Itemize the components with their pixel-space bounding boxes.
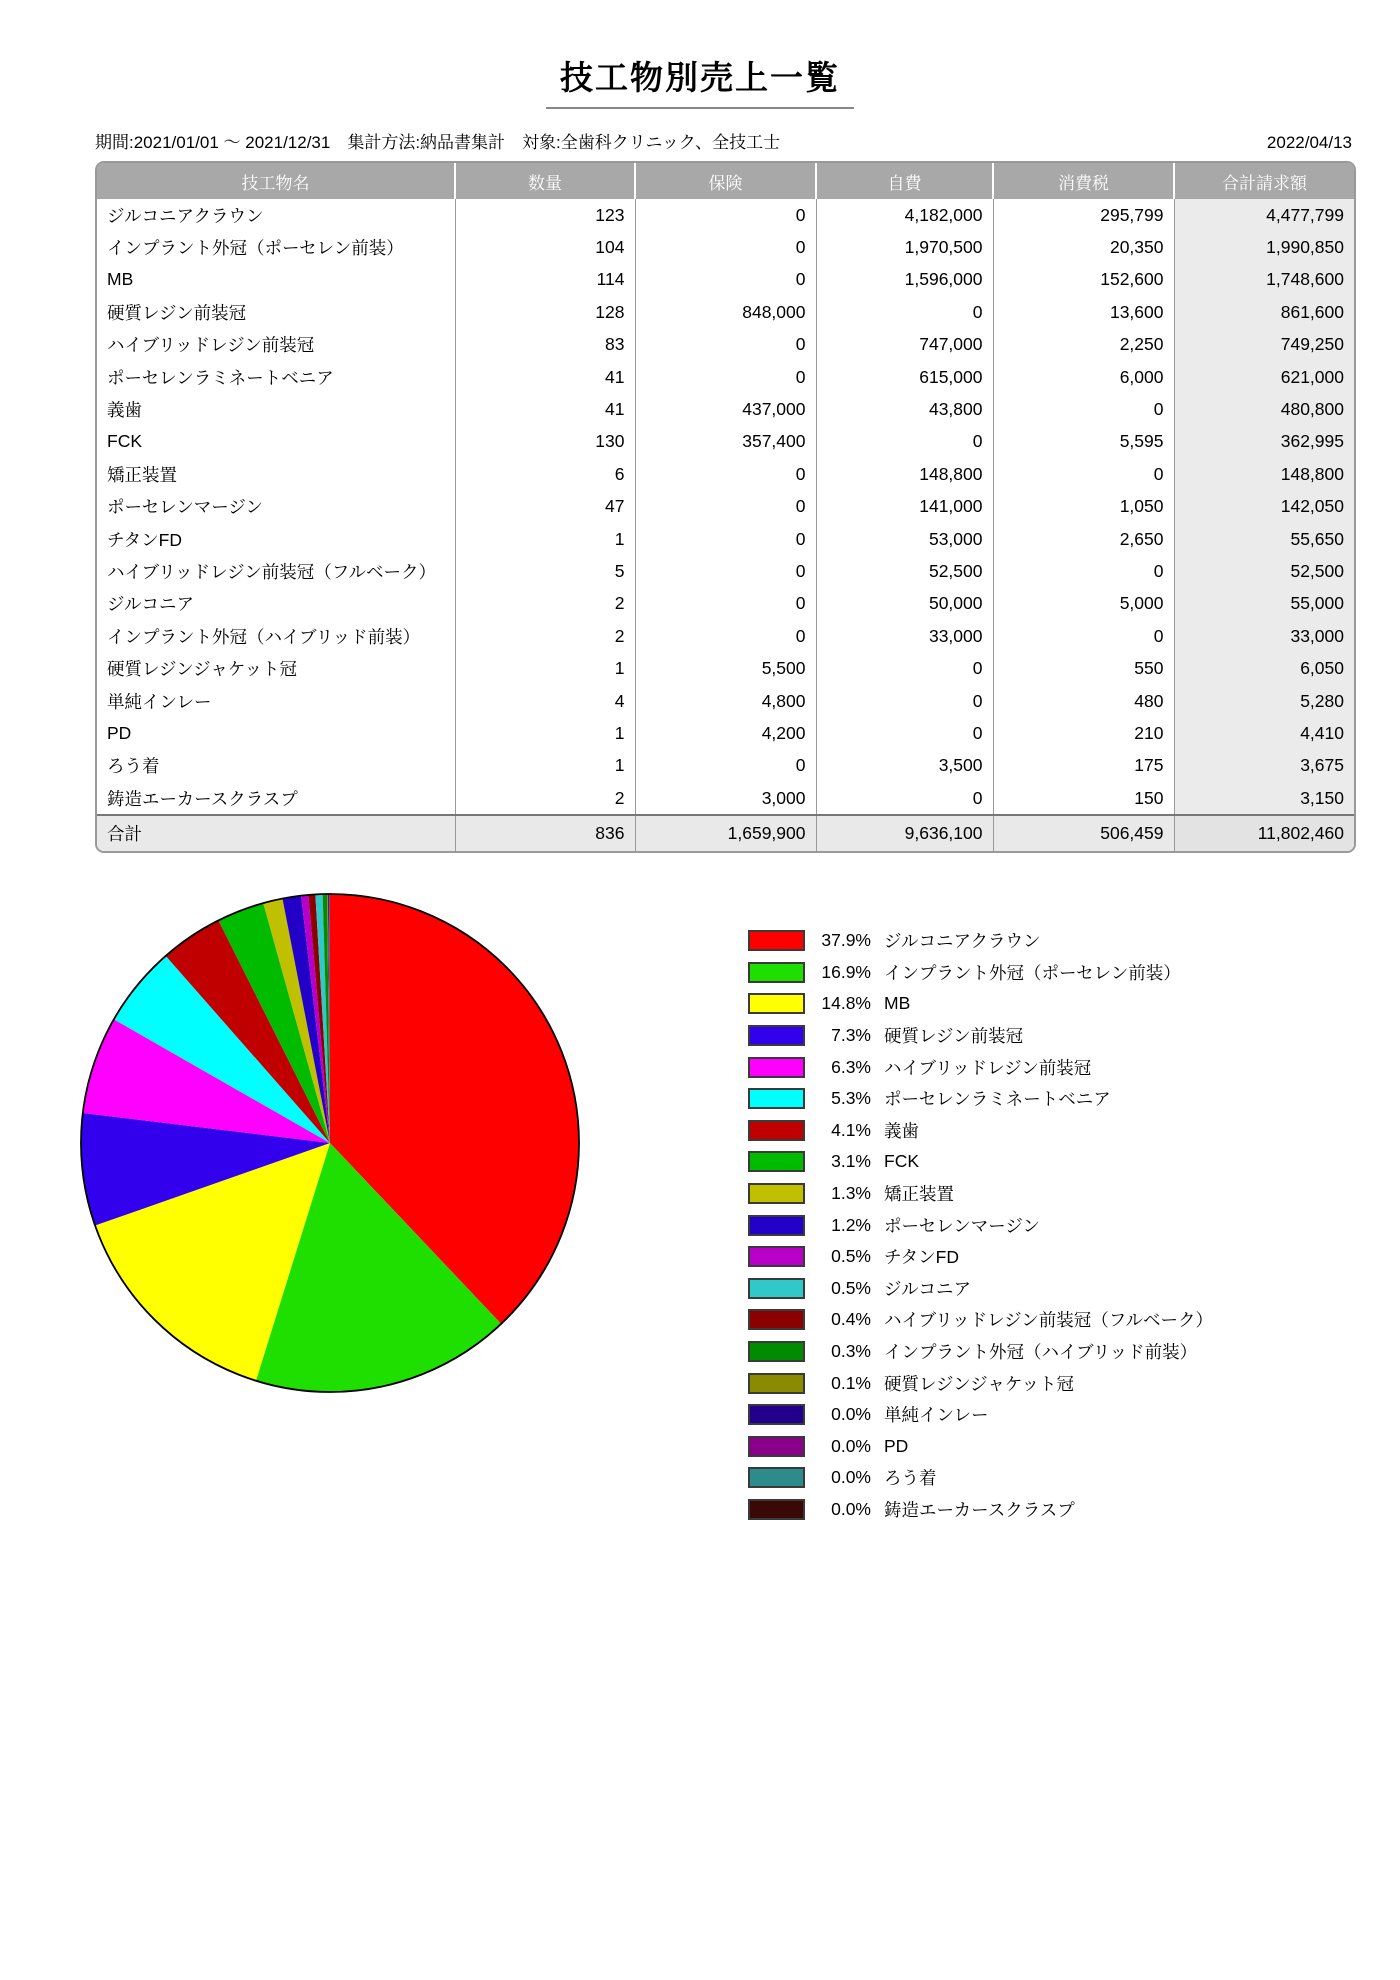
legend-item [748,1336,1213,1368]
cell-total: 5,280 [1174,685,1354,717]
cell-name: 義歯 [107,400,142,421]
table-row [97,588,1354,620]
cell-tax: 0 [993,620,1174,652]
cell-qty: 4 [455,685,635,717]
cell-qty: 114 [455,264,635,296]
cell-name: ハイブリッドレジン前装冠（フルベーク） [107,561,436,582]
page-title: 技工物別売上一覧 [546,52,854,109]
cell-name: FCK [107,431,142,452]
legend-item [748,1304,1213,1336]
legend-label: 鋳造エーカースクラスプ [884,1499,1075,1520]
cell-tax: 175 [993,750,1174,782]
cell-name: 鋳造エーカースクラスプ [107,788,298,809]
pie-chart-svg [70,883,590,1403]
cell-qty: 41 [455,393,635,425]
legend-label: ポーセレンマージン [884,1215,1040,1236]
cell-total: 4,477,799 [1174,199,1354,231]
cell-name: ポーセレンマージン [107,497,263,518]
cell-tax: 550 [993,652,1174,684]
legend-item [748,1273,1213,1305]
cell-qty: 2 [455,620,635,652]
table-row [97,296,1354,328]
legend-swatch [748,1246,805,1267]
cell-self_pay: 148,800 [816,458,993,490]
cell-insurance: 4,800 [635,685,816,717]
cell-tax: 295,799 [993,199,1174,231]
legend-swatch [748,1025,805,1046]
legend-label: 硬質レジンジャケット冠 [884,1373,1074,1394]
legend-label: 矯正装置 [884,1184,954,1205]
table-row [97,685,1354,717]
legend-percent: 1.3% [831,1183,871,1204]
cell-tax: 0 [993,555,1174,587]
title-wrap [0,52,1400,109]
legend-swatch [748,962,805,983]
cell-self_pay: 33,000 [816,620,993,652]
cell-insurance: 0 [635,750,816,782]
legend-label: ジルコニア [884,1278,972,1299]
legend-item [748,925,1213,957]
cell-qty: 47 [455,491,635,523]
cell-total: 362,995 [1174,426,1354,458]
cell-self_pay: 0 [816,426,993,458]
legend-label: ポーセレンラミネートベニア [884,1089,1111,1110]
legend-swatch [748,1404,805,1425]
legend-swatch [748,1467,805,1488]
legend-percent: 0.0% [831,1498,871,1519]
cell-self_pay: 52,500 [816,555,993,587]
cell-qty: 130 [455,426,635,458]
cell-tax: 2,650 [993,523,1174,555]
cell-self_pay: 0 [816,782,993,815]
cell-insurance: 0 [635,361,816,393]
table-header [97,163,1354,199]
cell-qty: 1 [455,750,635,782]
cell-self_pay: 53,000 [816,523,993,555]
cell-tax: 13,600 [993,296,1174,328]
cell-total: 148,800 [1174,458,1354,490]
legend-percent: 4.1% [831,1119,871,1140]
cell-total-self_pay: 9,636,100 [816,815,993,851]
cell-self_pay: 0 [816,685,993,717]
legend-item [748,1494,1213,1526]
cell-insurance: 0 [635,523,816,555]
legend-percent: 37.9% [821,930,871,951]
cell-insurance: 4,200 [635,717,816,749]
legend-item [748,1399,1213,1431]
table-row [97,491,1354,523]
legend-swatch [748,1278,805,1299]
cell-self_pay: 0 [816,717,993,749]
cell-total: 861,600 [1174,296,1354,328]
legend-percent: 0.5% [831,1277,871,1298]
table-body [97,199,1354,851]
cell-insurance: 357,400 [635,426,816,458]
cell-total: 52,500 [1174,555,1354,587]
cell-insurance: 0 [635,199,816,231]
cell-total-insurance: 1,659,900 [635,815,816,851]
cell-self_pay: 747,000 [816,329,993,361]
cell-qty: 128 [455,296,635,328]
legend-swatch [748,1088,805,1109]
legend-item [748,1083,1213,1115]
cell-qty: 5 [455,555,635,587]
table-row [97,361,1354,393]
cell-total: 33,000 [1174,620,1354,652]
cell-name: ポーセレンラミネートベニア [107,367,334,388]
cell-total: 1,990,850 [1174,231,1354,263]
table-row [97,426,1354,458]
legend-percent: 14.8% [821,993,871,1014]
legend-percent: 0.4% [831,1309,871,1330]
legend-label: ジルコニアクラウン [884,931,1041,952]
cell-insurance: 848,000 [635,296,816,328]
legend-swatch [748,1215,805,1236]
cell-total: 621,000 [1174,361,1354,393]
cell-tax: 0 [993,393,1174,425]
cell-insurance: 0 [635,588,816,620]
cell-qty: 104 [455,231,635,263]
cell-tax: 210 [993,717,1174,749]
table-row [97,620,1354,652]
cell-name: ハイブリッドレジン前装冠 [107,335,315,356]
legend-percent: 5.3% [831,1088,871,1109]
legend-label: インプラント外冠（ポーセレン前装） [884,962,1181,983]
cell-tax: 6,000 [993,361,1174,393]
sales-table [95,161,1356,853]
cell-tax: 480 [993,685,1174,717]
cell-self_pay: 0 [816,652,993,684]
cell-self_pay: 615,000 [816,361,993,393]
table-row [97,393,1354,425]
cell-self_pay: 4,182,000 [816,199,993,231]
cell-insurance: 0 [635,231,816,263]
legend-percent: 0.1% [831,1372,871,1393]
cell-name: ジルコニア [107,594,195,615]
legend-item [748,1462,1213,1494]
pie-legend [748,925,1213,1525]
legend-swatch [748,1151,805,1172]
cell-insurance: 0 [635,458,816,490]
legend-item [748,957,1213,989]
legend-label: ハイブリッドレジン前装冠 [884,1057,1092,1078]
cell-self_pay: 43,800 [816,393,993,425]
table-row [97,652,1354,684]
meta-line [95,128,1352,153]
legend-label: 硬質レジン前装冠 [884,1026,1024,1047]
cell-insurance: 0 [635,264,816,296]
print-date: 2022/04/13 [1266,133,1352,152]
cell-qty: 6 [455,458,635,490]
legend-item [748,1209,1213,1241]
cell-name: チタンFD [107,529,182,550]
cell-self_pay: 1,596,000 [816,264,993,296]
cell-tax: 2,250 [993,329,1174,361]
cell-insurance: 3,000 [635,782,816,815]
cell-self_pay: 0 [816,296,993,328]
header-cell-4: 消費税 [993,163,1174,199]
cell-name: ろう着 [107,756,160,777]
legend-label: 義歯 [884,1120,919,1141]
table-row [97,329,1354,361]
cell-tax: 5,595 [993,426,1174,458]
cell-name: 単純インレー [107,691,212,712]
legend-percent: 6.3% [831,1056,871,1077]
table-row [97,717,1354,749]
legend-item [748,1431,1213,1463]
cell-qty: 1 [455,523,635,555]
legend-label: MB [884,993,911,1014]
cell-name: PD [107,722,132,743]
cell-total: 749,250 [1174,329,1354,361]
legend-percent: 0.0% [831,1467,871,1488]
cell-name: 硬質レジン前装冠 [107,302,247,323]
cell-qty: 83 [455,329,635,361]
legend-label: ハイブリッドレジン前装冠（フルベーク） [884,1310,1213,1331]
sales-table-grid [97,163,1354,851]
legend-item [748,1241,1213,1273]
legend-label: PD [884,1435,909,1456]
table-row [97,231,1354,263]
cell-self_pay: 50,000 [816,588,993,620]
cell-qty: 41 [455,361,635,393]
legend-percent: 0.0% [831,1435,871,1456]
legend-label: ろう着 [884,1468,937,1489]
table-row [97,458,1354,490]
cell-tax: 0 [993,458,1174,490]
table-row [97,199,1354,231]
legend-percent: 3.1% [831,1151,871,1172]
legend-swatch [748,930,805,951]
cell-total: 1,748,600 [1174,264,1354,296]
header-cell-3: 自費 [816,163,993,199]
cell-total: 3,150 [1174,782,1354,815]
header-cell-1: 数量 [455,163,635,199]
cell-insurance: 437,000 [635,393,816,425]
cell-tax: 150 [993,782,1174,815]
cell-name: インプラント外冠（ポーセレン前装） [107,238,404,259]
cell-insurance: 0 [635,555,816,587]
legend-label: インプラント外冠（ハイブリッド前装） [884,1342,1198,1363]
cell-total: 142,050 [1174,491,1354,523]
cell-total: 3,675 [1174,750,1354,782]
legend-item [748,1367,1213,1399]
cell-name: 矯正装置 [107,464,177,485]
legend-swatch [748,1341,805,1362]
cell-qty: 1 [455,652,635,684]
cell-name: インプラント外冠（ハイブリッド前装） [107,626,421,647]
table-row [97,264,1354,296]
table-row [97,555,1354,587]
legend-percent: 1.2% [831,1214,871,1235]
legend-label: FCK [884,1151,919,1172]
cell-self_pay: 141,000 [816,491,993,523]
table-total-row [97,815,1354,851]
cell-total-qty: 836 [455,815,635,851]
cell-tax: 20,350 [993,231,1174,263]
cell-total: 4,410 [1174,717,1354,749]
pie-chart [70,883,590,1403]
cell-insurance: 5,500 [635,652,816,684]
legend-percent: 0.0% [831,1404,871,1425]
cell-qty: 1 [455,717,635,749]
legend-swatch [748,1309,805,1330]
table-row [97,782,1354,815]
legend-item [748,1051,1213,1083]
header-cell-0: 技工物名 [97,163,455,199]
cell-insurance: 0 [635,329,816,361]
cell-total: 55,650 [1174,523,1354,555]
table-row [97,750,1354,782]
table-header-row [97,163,1354,199]
cell-qty: 2 [455,588,635,620]
legend-percent: 16.9% [821,961,871,982]
legend-percent: 7.3% [831,1025,871,1046]
legend-label: チタンFD [884,1247,959,1268]
cell-total-label: 合計 [97,815,455,851]
legend-swatch [748,1183,805,1204]
cell-insurance: 0 [635,620,816,652]
cell-tax: 1,050 [993,491,1174,523]
legend-item [748,1115,1213,1147]
legend-item [748,1178,1213,1210]
legend-swatch [748,1120,805,1141]
cell-self_pay: 1,970,500 [816,231,993,263]
legend-item [748,1146,1213,1178]
legend-swatch [748,1373,805,1394]
cell-qty: 2 [455,782,635,815]
legend-item [748,988,1213,1020]
legend-percent: 0.3% [831,1341,871,1362]
legend-percent: 0.5% [831,1246,871,1267]
header-cell-2: 保険 [635,163,816,199]
cell-name: 硬質レジンジャケット冠 [107,659,297,680]
cell-qty: 123 [455,199,635,231]
cell-total: 6,050 [1174,652,1354,684]
header-cell-5: 合計請求額 [1174,163,1354,199]
cell-self_pay: 3,500 [816,750,993,782]
period-text: 期間:2021/01/01 ～ 2021/12/31 集計方法:納品書集計 対象:全歯科クリニック、全技工士 [95,133,781,152]
legend-item [748,1020,1213,1052]
legend-swatch [748,1499,805,1520]
cell-tax: 5,000 [993,588,1174,620]
cell-insurance: 0 [635,491,816,523]
table-row [97,523,1354,555]
cell-total: 55,000 [1174,588,1354,620]
cell-name: ジルコニアクラウン [107,205,264,226]
cell-tax: 152,600 [993,264,1174,296]
cell-total-tax: 506,459 [993,815,1174,851]
cell-name: MB [107,269,134,290]
legend-swatch [748,1436,805,1457]
legend-swatch [748,993,805,1014]
cell-total-total: 11,802,460 [1174,815,1354,851]
legend-label: 単純インレー [884,1405,989,1426]
cell-total: 480,800 [1174,393,1354,425]
legend-swatch [748,1057,805,1078]
